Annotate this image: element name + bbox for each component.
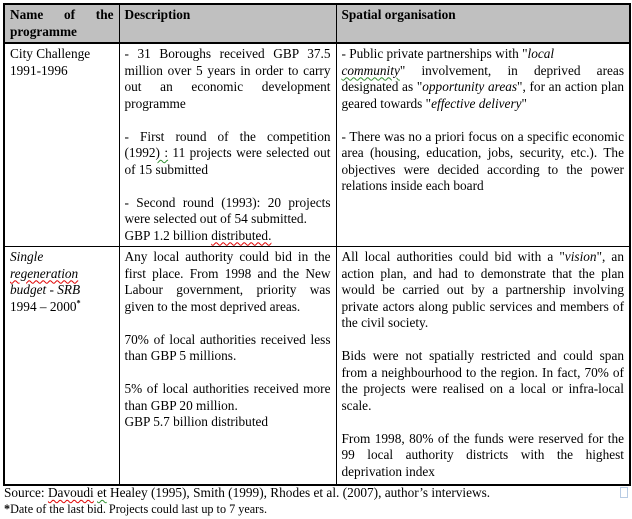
source-line: Source: Davoudi et Healey (1995), Smith (1999), Rhodes et al. (2007), author’s interviews. [4,485,491,500]
column-header-name-of-programme: Name of the programme [4,4,119,43]
table-row-srb [4,247,630,486]
column-header-spatial-organisation: Spatial organisation [336,4,630,43]
cell-srb-description: Any local authority could bid in the first place. From 1998 and the New Labour government, priority was given to the most deprived areas. 70% of local authorities received less than GBP 5 millions. 5% of local authorities received more than GBP 20 million. GBP 5.7 billion distributed [119,247,336,486]
cell-srb-name: Single regeneration budget - SRB 1994 – 2000* [4,247,119,486]
column-header-description: Description [119,4,336,43]
cell-city-challenge-description: - 31 Boroughs received GBP 37.5 million over 5 years in order to carry out an economic development programme - First round of the competition (1992) : 11 projects were selected out of 15 submitted - Second round (1993): 20 projects were selected out of 54 submitted. GBP 1.2 billion distributed. [119,43,336,247]
cell-city-challenge-spatial: - Public private partnerships with "local community" involvement, in deprived areas designated as "opportunity areas", for an action plan geared towards "effective delivery" - There was no a priori focus on a specific economic area (housing, education, jobs, security, etc.). The objectives were decided according to the power relations inside each board [336,43,630,247]
annotation-anchor-mark [620,487,628,498]
table-header-row [4,4,630,43]
cell-srb-spatial: All local authorities could bid with a "vision", an action plan, and had to demonstrate that the plan would be carried out by a partnership involving private actors along public services and members of the civil society. Bids were not spatially restricted and could span from a neighbourhood to the region. In fact, 70% of the projects were realised on a local or infra-local scale. From 1998, 80% of the funds were reserved for the 99 local authority districts with the highest deprivation index [336,247,630,486]
cell-city-challenge-name: City Challenge 1991-1996 [4,43,119,247]
programmes-table [3,3,631,486]
table-row-city-challenge [4,43,630,247]
footnote-line: *Date of the last bid. Projects could last up to 7 years. [4,502,267,516]
